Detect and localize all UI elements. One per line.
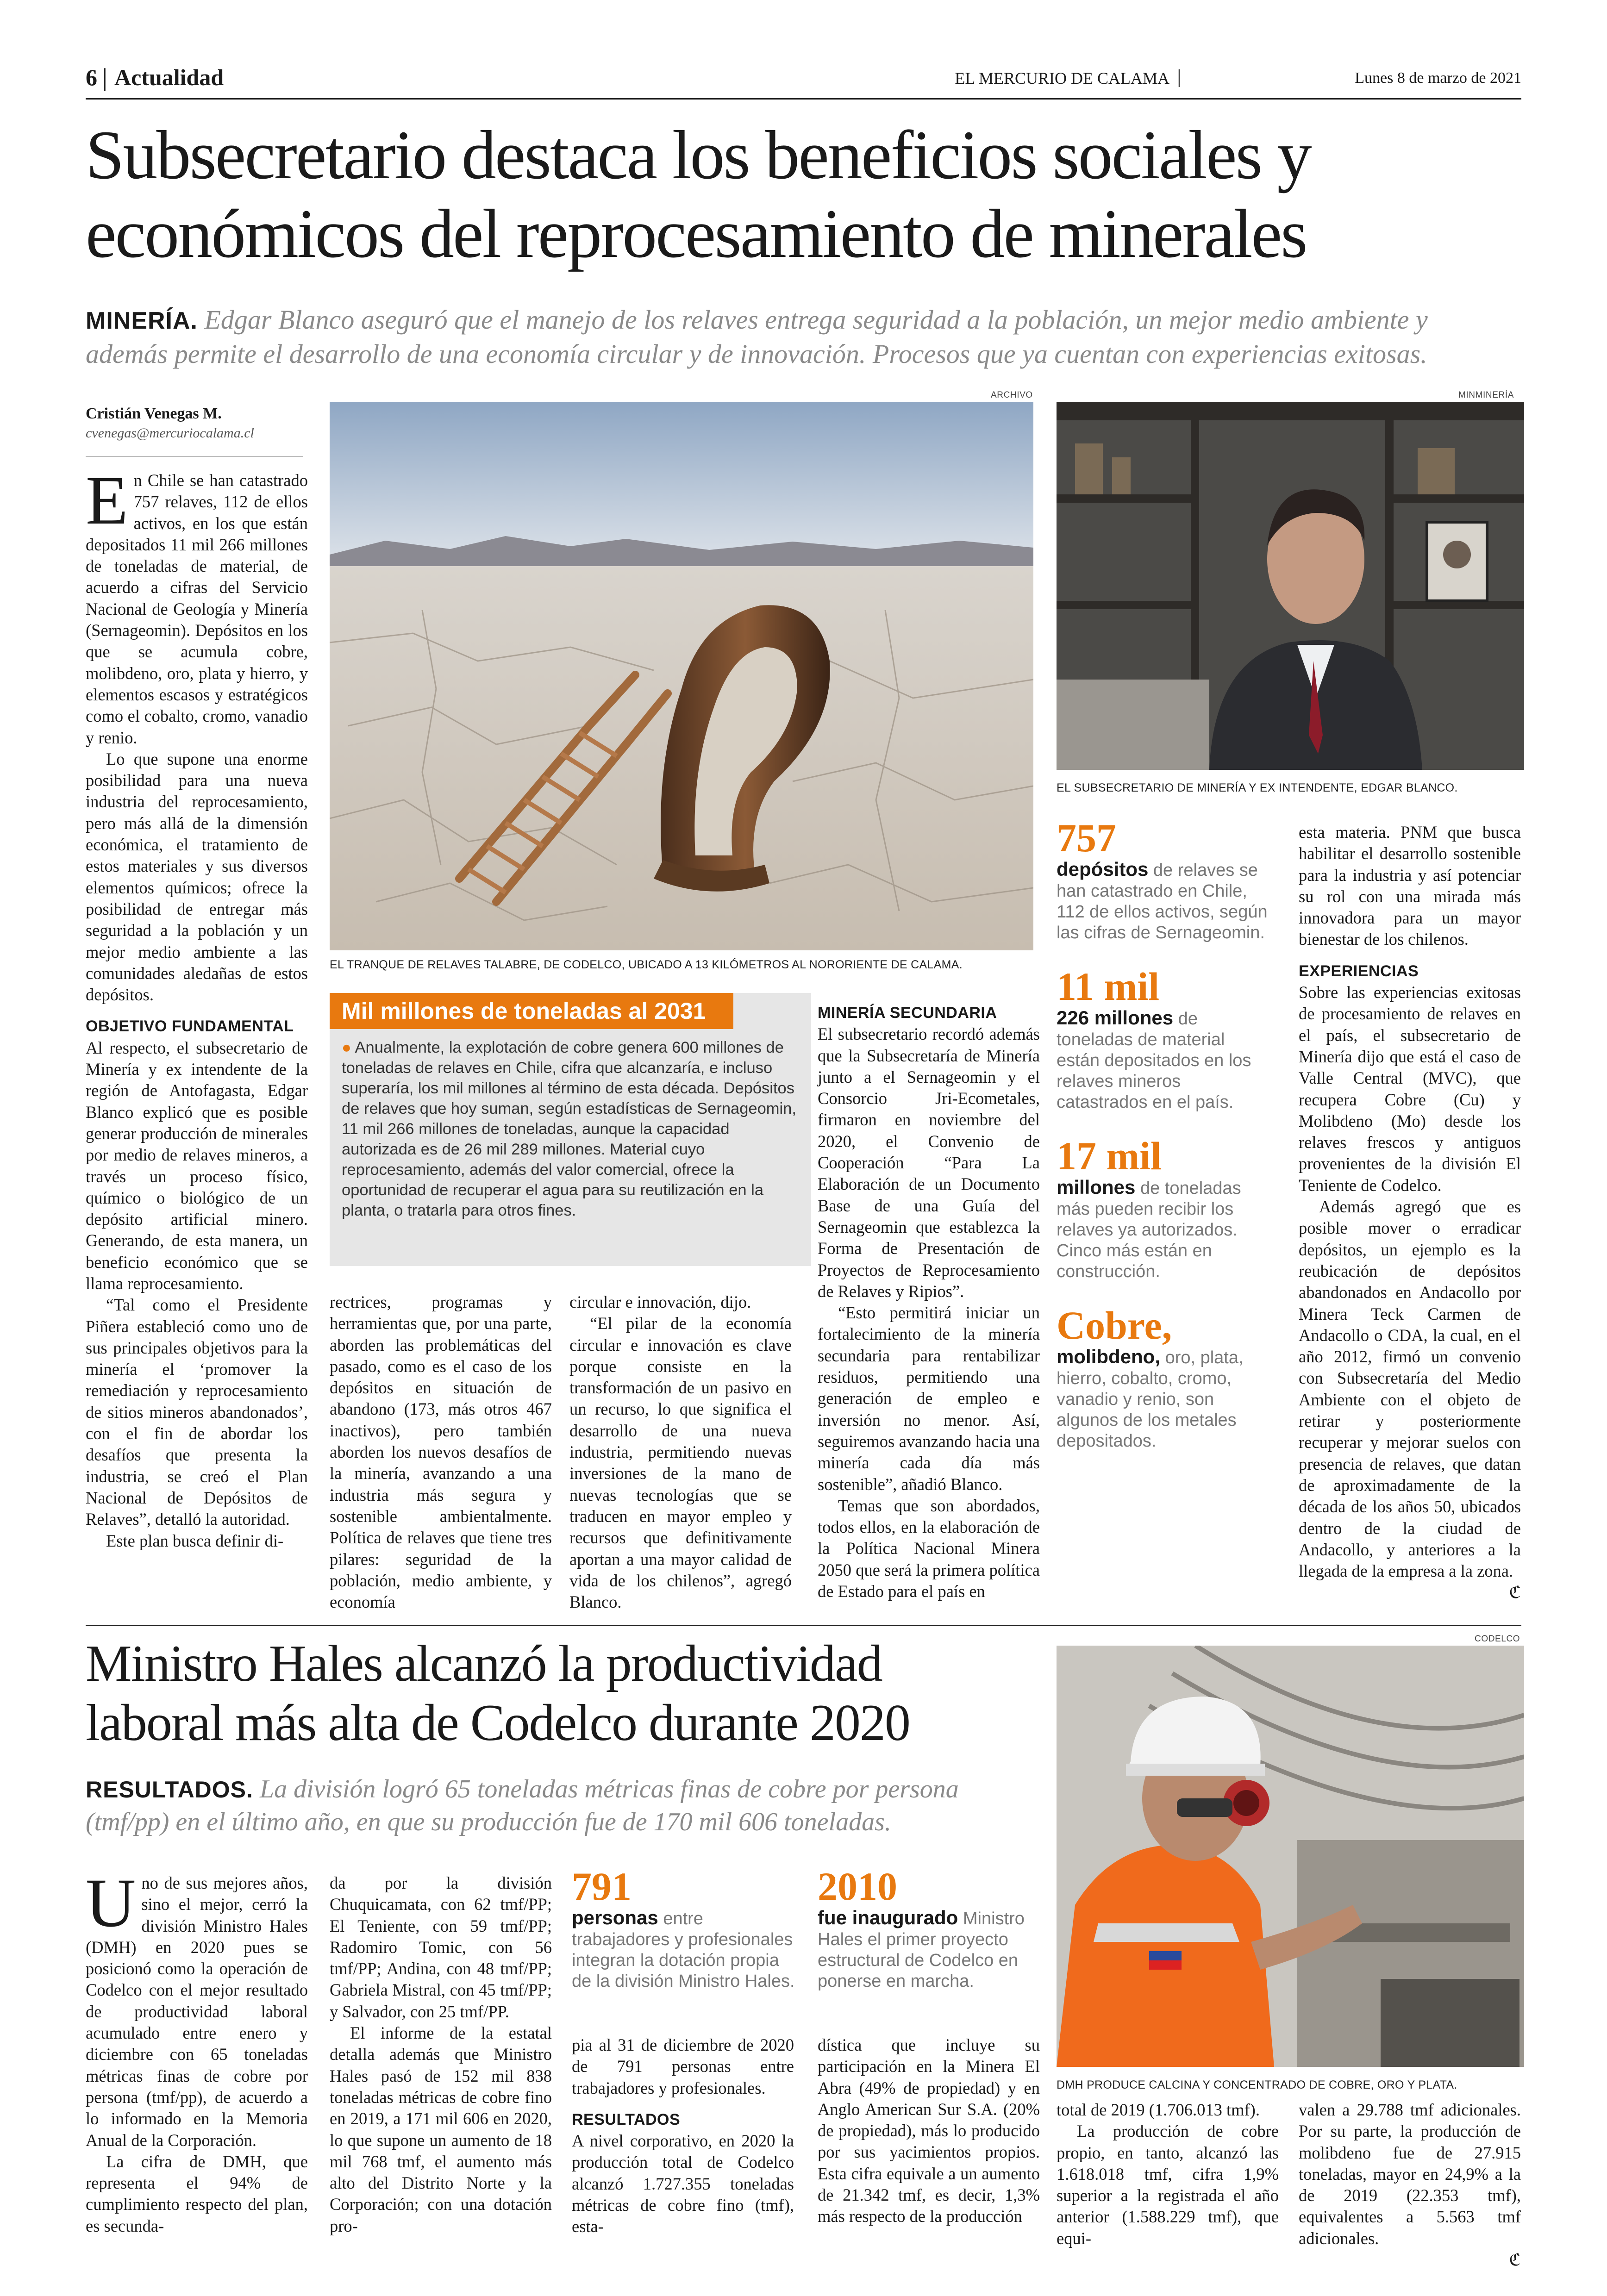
fact-number: 11 mil <box>1057 964 1160 1009</box>
fact-number: 2010 <box>818 1864 897 1909</box>
article2-col1-p2: La cifra de DMH, que representa el 94% de cumplimiento respecto del plan, es secunda- <box>86 2152 308 2235</box>
tailings-photo-image <box>330 402 1033 950</box>
header-divider-right: | <box>1177 66 1181 87</box>
article2-col3-p1: pia al 31 de diciembre de 2020 de 791 personas entre trabajadores y profesionales. <box>572 2035 794 2097</box>
article2-col3-p2: A nivel corporativo, en 2020 la producción total de Codelco alcanzó 1.727.355 toneladas métricas de cobre fino (tmf), esta- <box>572 2131 794 2236</box>
fact-bold: depósitos <box>1057 858 1149 880</box>
article1-column6 <box>1299 822 1521 1603</box>
article1-col6-p3: Además agregó que es posible mover o erradicar depósitos, un ejemplo es la reubicación de depósitos abandonados en Andacollo por Minera Teck Carmen de Andacollo o CDA, la cual, en el año 2012, firmó un convenio con Subsecretaría del Medio Ambiente con el objeto de retirar y posteriormente recuperar y mejorar suelos con presencia de relaves, que datan de aproximadamente de la década de los años 50, ubicados dentro de la ciudad de Andacollo, y anteriores a la llegada de la empresa a la zona. <box>1299 1197 1521 1581</box>
fact-text: de toneladas de material están depositados en los relaves mineros catastrados en el país. <box>1057 1009 1251 1112</box>
info-box-title: Mil millones de toneladas al 2031 <box>330 993 733 1029</box>
fact-17-mil <box>1057 1135 1269 1282</box>
fact-791 <box>572 1866 799 1992</box>
article1-col1-p2: Lo que supone una enorme posibilidad para una nueva industria del reprocesamiento, pero más allá de la dimensión económica, el tratamiento de estos materiales y sus diversos elementos químicos; ofrece la posibilidad de entregar más seguridad a la población y un mejor medio ambiente a las comunidades aledañas de estos depósitos. <box>86 749 308 1004</box>
article1-column3 <box>569 1292 792 1613</box>
article1-column4 <box>818 1002 1040 1602</box>
article2-deck-line2: (tmf/pp) en el último año, en que su producción fue de 170 mil 606 toneladas. <box>86 1808 891 1836</box>
fact-number: 757 <box>1057 816 1116 860</box>
fact-bold: molibdeno, <box>1057 1346 1160 1367</box>
article1-column1 <box>86 462 308 1552</box>
article1-deck <box>86 303 1526 371</box>
article2-deck <box>86 1773 1053 1838</box>
article2-col4-p1: dística que incluye su participación en la Minera El Abra (49% de propiedad) y en Anglo American Sur S.A. (20% de propiedad), más lo producido por sus yacimientos propios. Esta cifra equivale a un aumento de 21.342 tmf, es decir, 1,3% más respecto de la producción <box>818 2035 1040 2226</box>
article2-end-mark: ℭ <box>1509 2250 1521 2270</box>
photo3-credit: CODELCO <box>1475 1634 1520 1644</box>
tailings-photo <box>330 402 1033 950</box>
article1-end-mark: ℭ <box>1509 1583 1521 1602</box>
byline-email[interactable]: cvenegas@mercuriocalama.cl <box>86 425 254 441</box>
fact-11-mil <box>1057 966 1269 1113</box>
info-box-text: Anualmente, la explotación de cobre genera 600 millones de toneladas de relaves en Chile, cifra que alcanzaría, e incluso superaría, los mil millones al término de esta década. Depósitos de relaves que hoy suman, según estadísticas de Sernageomin, 11 mil 266 millones de toneladas, aunque la capacidad autorizada es de 26 mil 289 millones. Material cuyo reprocesamiento, además del valor comercial, ofrece la oportunidad de recuperar el agua para su reutilización en la planta, o tratarla para otros fines. <box>342 1039 796 1219</box>
fact-text: oro, plata, hierro, cobalto, cromo, vanadio y renio, son algunos de los metales depositados. <box>1057 1348 1244 1451</box>
fact-2010 <box>818 1866 1040 1992</box>
fact-number: Cobre, <box>1057 1303 1172 1348</box>
info-box-body <box>330 1029 811 1229</box>
photo2-credit: MINMINERÍA <box>1458 390 1514 400</box>
dropcap-u: U <box>86 1865 136 1941</box>
article1-col1-p5: Este plan busca definir di- <box>106 1531 284 1550</box>
article1-headline-line1: Subsecretario destaca los beneficios sociales y <box>86 117 1311 193</box>
article2-column3 <box>572 2034 794 2238</box>
info-box <box>330 993 811 1266</box>
fact-bold: millones <box>1057 1176 1136 1198</box>
fact-text: de relaves se han catastrado en Chile, 112 de ellos activos, según las cifras de Sernageomin. <box>1057 861 1268 942</box>
article2-deck-line1: La división logró 65 toneladas métricas finas de cobre por persona <box>259 1775 959 1803</box>
fact-text: de toneladas más pueden recibir los relaves ya autorizados. Cinco más están en construcción. <box>1057 1179 1241 1281</box>
byline-name: Cristián Venegas M. <box>86 405 222 422</box>
article1-kicker: MINERÍA. <box>86 307 198 334</box>
fact-bold: 226 millones <box>1057 1007 1174 1029</box>
article2-col1-p1: no de sus mejores años, sino el mejor, cerró la división Ministro Hales (DMH) en 2020 pues se posicionó como la operación de Codelco con el mejor resultado de productividad laboral acumulado entre enero y diciembre con 65 toneladas métricas finas de cobre por persona (tmf/pp), de acuerdo a lo informado en la Memoria Anual de la Corporación. <box>86 1873 308 2150</box>
subhead-experiencias: EXPERIENCIAS <box>1299 962 1419 980</box>
photo1-credit: ARCHIVO <box>991 390 1033 400</box>
article2-headline-line2: laboral más alta de Codelco durante 2020 <box>86 1694 910 1752</box>
article-divider <box>86 1625 1521 1626</box>
article2-column6 <box>1299 2099 1521 2271</box>
photo2-caption: EL SUBSECRETARIO DE MINERÍA Y EX INTENDENTE, EDGAR BLANCO. <box>1057 781 1458 794</box>
photo1-caption: EL TRANQUE DE RELAVES TALABRE, DE CODELCO, UBICADO A 13 KILÓMETROS AL NORORIENTE DE CALAMA. <box>330 958 963 971</box>
fact-text: entre trabajadores y profesionales integran la dotación propia de la división Ministro Hales. <box>572 1909 795 1991</box>
byline <box>86 405 308 441</box>
article2-col6-p1: valen a 29.788 tmf adicionales. Por su parte, la producción de molibdeno fue de 27.915 toneladas, mayor en 24,9% a la de 2019 (22.353 tmf), equivalentes a 5.563 tmf adicionales. <box>1299 2100 1521 2248</box>
photo3-caption: DMH PRODUCE CALCINA Y CONCENTRADO DE COBRE, ORO Y PLATA. <box>1057 2078 1457 2091</box>
article2-headline-line1: Ministro Hales alcanzó la productividad <box>86 1635 882 1692</box>
newspaper-name: EL MERCURIO DE CALAMA <box>955 69 1169 87</box>
article2-column5 <box>1057 2099 1279 2249</box>
worker-image <box>1057 1646 1524 2067</box>
dropcap-e: E <box>86 462 128 539</box>
fact-text: Ministro Hales el primer proyecto estructural de Codelco en ponerse en marcha. <box>818 1909 1025 1991</box>
article2-column2 <box>330 1872 552 2237</box>
article1-deck-line1: Edgar Blanco aseguró que el manejo de los relaves entrega seguridad a la población, un mejor medio ambiente y <box>204 305 1428 335</box>
page-number: 6 <box>86 64 97 90</box>
facts-column <box>1057 817 1269 1452</box>
portrait-photo <box>1057 402 1524 770</box>
article2-col5-p2: La producción de cobre propio, en tanto, alcanzó las 1.618.018 tmf, cifra 1,9% superior a la registrada el año anterior (1.588.229 tmf), que equi- <box>1057 2121 1279 2248</box>
article2-column4 <box>818 2034 1040 2227</box>
page-header <box>86 64 1521 96</box>
fact-bold: personas <box>572 1907 658 1928</box>
portrait-image <box>1057 402 1524 770</box>
article1-headline-line2: económicos del reprocesamiento de minerales <box>86 195 1307 272</box>
article1-col1-p4: “Tal como el Presidente Piñera estableció como uno de sus principales objetivos para la minería el ‘promover la remediación y reprocesamiento de sitios mineros abandonados’, con el fin de abordar los desafíos que presenta la industria, se creó el Plan Nacional de Depósitos de Relaves”, detalló la autoridad. <box>86 1295 308 1529</box>
info-box-bullet: ● <box>342 1039 351 1056</box>
byline-rule <box>86 456 303 457</box>
fact-number: 17 mil <box>1057 1134 1162 1178</box>
fact-number: 791 <box>572 1864 632 1909</box>
fact-757 <box>1057 817 1269 943</box>
article2-col2-p1: da por la división Chuquicamata, con 62 tmf/PP; El Teniente, con 59 tmf/PP; Radomiro Tomic, con 56 tmf/PP; Andina, con 48 tmf/PP; Gabriela Mistral, con 45 tmf/PP; y Salvador, con 25 tmf/PP. <box>330 1873 552 2021</box>
article2-col5-p1: total de 2019 (1.706.013 tmf). <box>1057 2100 1260 2119</box>
fact-cobre <box>1057 1304 1269 1452</box>
fact-bold: fue inaugurado <box>818 1907 958 1928</box>
subhead-resultados: RESULTADOS <box>572 2110 681 2128</box>
article1-col4-p1: El subsecretario recordó además que la Subsecretaría de Minería junto a el Sernageomin y el Consorcio Jri-Ecometales, firmaron en noviembre del 2020, el Convenio de Cooperación “Para La Elaboración de un Documento Base de una Guía del Sernageomin que establezca la Forma de Presentación de Proyectos de Reprocesamiento de Relaves y Ripios”. <box>818 1024 1040 1301</box>
article1-col4-p2: “Esto permitirá iniciar un fortalecimiento de la minería secundaria para rentabilizar residuos, permitiendo una generación de empleo e inversión no menor. Así, seguiremos avanzando hacia una minería cada día más sostenible”, añadió Blanco. <box>818 1303 1040 1494</box>
article1-col3-p2: “El pilar de la economía circular e innovación es clave porque consiste en la transformación de un pasivo en un recurso, lo que significa el desarrollo de una nueva industria, permitiendo nuevas inversiones de la mano de nuevas tecnologías que se traducen en mayor empleo y recursos que definitivamente aportan a una mayor calidad de vida de los chilenos”, agregó Blanco. <box>569 1314 792 1612</box>
article1-column2 <box>330 1292 552 1613</box>
article1-col1-p1: n Chile se han catastrado 757 relaves, 112 de ellos activos, en los que están depositados 11 mil 266 millones de toneladas de material, de acuerdo a cifras del Servicio Nacional de Geología y Minería (Sernageomin). Depósitos en los que se acumula cobre, molibdeno, oro, plata y hierro, y elementos escasos y estratégicos como el cobalto, cromo, vanadio y renio. <box>86 471 308 747</box>
worker-photo <box>1057 1646 1524 2067</box>
header-divider: | <box>102 63 107 91</box>
article2-col2-p2: El informe de la estatal detalla además que Ministro Hales pasó de 152 mil 838 toneladas métricas de cobre fino en 2019, a 171 mil 606 en 2020, lo que supone un aumento de 18 mil 768 tmf, el aumento más alto del Distrito Norte y la Corporación; con una dotación pro- <box>330 2023 552 2235</box>
article2-column1 <box>86 1865 308 2237</box>
article2-headline <box>86 1634 1053 1753</box>
subhead-objetivo: OBJETIVO FUNDAMENTAL <box>86 1017 294 1036</box>
article1-deck-line2: además permite el desarrollo de una economía circular y de innovación. Procesos que ya cuentan con experiencias exitosas. <box>86 339 1427 369</box>
article1-col2-p1: rectrices, programas y herramientas que, por una parte, aborden las problemáticas del pasado, como es el caso de los depósitos en situación de abandono (173, más otros 467 inactivos), pero también aborden los nuevos desafíos de la minería, avanzando a una industria más segura y sostenible ambientalmente. Política de relaves que tiene tres pilares: seguridad de la población, medio ambiente, y economía <box>330 1292 552 1612</box>
article2-kicker: RESULTADOS. <box>86 1777 253 1803</box>
article1-headline <box>86 116 1526 273</box>
issue-date: Lunes 8 de marzo de 2021 <box>1355 69 1521 87</box>
header-rule <box>86 98 1521 100</box>
subhead-mineria-secundaria: MINERÍA SECUNDARIA <box>818 1004 997 1022</box>
article1-col4-p3: Temas que son abordados, todos ellos, en la elaboración de la Política Nacional Minera 2050 que será la primera política de Estado para el país en <box>818 1496 1040 1601</box>
article1-col6-p1: esta materia. PNM que busca habilitar el desarrollo sostenible para la industria y así potenciar su rol con una mirada más innovadora para un mayor bienestar de los chilenos. <box>1299 823 1521 949</box>
article1-col3-p1: circular e innovación, dijo. <box>569 1292 751 1311</box>
article1-col1-p3: Al respecto, el subsecretario de Minería y ex intendente de la región de Antofagasta, Edgar Blanco explicó que es posible generar producción de minerales por medio de relaves mineros, a través un proceso físico, químico o biológico de un depósito artificial minero. Generando, de esta manera, un beneficio económico que se llama reprocesamiento. <box>86 1038 308 1293</box>
section-name: Actualidad <box>114 64 224 90</box>
article1-col6-p2: Sobre las experiencias exitosas de procesamiento de relaves en el país, el subsecretario de Minería dijo que está el caso de Valle Central (MVC), que recupera Cobre (Cu) y Molibdeno (Mo) desde los relaves frescos y antiguos provenientes de la división El Teniente de Codelco. <box>1299 983 1521 1195</box>
